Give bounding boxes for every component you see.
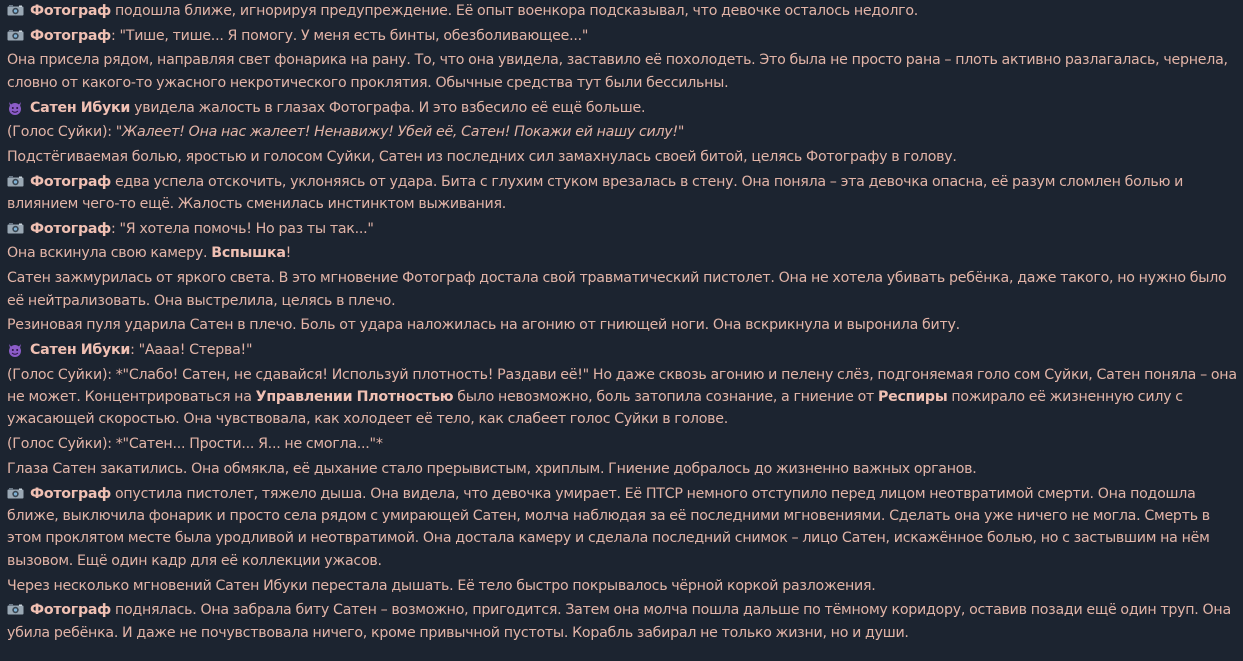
camera-icon (7, 175, 24, 187)
speech-text: "Жалеет! Она нас жалеет! Ненавижу! Убей её, Сатен! Покажи ей нашу силу!" (115, 124, 685, 141)
story-line (7, 97, 1243, 119)
line-text: Глаза Сатен закатились. Она обмякла, её дыхание стало прерывистым, хриплым. Гниение добралось до жизненно важных органов. (7, 460, 977, 477)
line-text: Она вскинула свою камеру. (7, 245, 212, 262)
line-text: Подстёгиваемая болью, яростью и голосом Суйки, Сатен из последних сил замахнулась своей битой, целясь Фотографу в голову. (7, 148, 957, 165)
line-text: опустила пистолет, тяжело дыша. Она видела, что девочка умирает. Её ПТСР немного отступило перед лицом неотвратимой смерти. Она подошла ближе, выключила фонарик и просто села рядом с умирающей Сатен, молча наблюдая за её последними мгновениями. Сделать она уже ничего не могла. Смерть в этом проклятом месте была уродливой и неотвратимой. Она достала камеру и сделала последний снимок – лицо Сатен, искажённое болью, но с застывшим на нём вызовом. Ещё один кадр для её коллекции ужасов. (7, 485, 1210, 569)
line-text: было невозможно, боль затопила сознание, а гниение от (453, 389, 878, 406)
story-line (7, 218, 1243, 240)
camera-icon (7, 487, 24, 499)
story-line (7, 364, 1243, 431)
story-line (7, 171, 1243, 216)
story-line (7, 575, 1243, 597)
story-line (7, 25, 1243, 47)
line-text: : (111, 220, 120, 237)
line-text: Она присела рядом, направляя свет фонарика на рану. То, что она увидела, заставило её похолодеть. Это была не просто рана – плоть активно разлагалась, чернела, словно от какого-то ужасного некротического проклятия. Обычные средства тут были бессильны. (7, 52, 1228, 91)
voice-prefix: (Голос Суйки): (7, 124, 116, 141)
bold-text: Управлении Плотностью (255, 389, 454, 406)
story-line (7, 339, 1243, 361)
speech-text: "Аааа! Стерва!" (138, 341, 253, 358)
speech-text: "Тише, тише... Я помогу. У меня есть бинты, обезболивающее..." (119, 27, 589, 44)
purple-devil-icon (7, 101, 24, 113)
speech-text: "Я хотела помочь! Но раз ты так..." (119, 220, 374, 237)
camera-icon (7, 4, 24, 16)
story-line (7, 433, 1243, 455)
line-text: (Голос Суйки): *"Сатен... Прости... Я... не смогла..."* (7, 436, 383, 453)
camera-icon (7, 222, 24, 234)
speaker-name: Сатен Ибуки (30, 341, 131, 358)
bold-text: Респиры (877, 389, 948, 406)
story-line (7, 121, 1243, 143)
line-text: едва успела отскочить, уклоняясь от удара. Бита с глухим стуком врезалась в стену. Она поняла – эта девочка опасна, её разум сломлен болью и влиянием чего-то ещё. Жалость сменилась инстинктом выживания. (7, 173, 1184, 213)
line-text: : (130, 341, 139, 358)
story-line (7, 483, 1243, 573)
camera-icon (7, 29, 24, 41)
line-text: (Голос Суйки): *"Слабо! Сатен, не сдавайся! Используй плотность! Раздави её!" Но даже сквозь агонию и пелену слёз, подгоняемая голо сом Суйки, Сатен поняла – она не может. Концентрироваться на (7, 366, 1237, 406)
story-line (7, 0, 1243, 22)
speaker-name: Сатен Ибуки (30, 99, 131, 116)
purple-devil-icon (7, 343, 24, 355)
line-text: пожирало её жизненную силу с ужасающей скоростью. Она чувствовала, как холодеет её тело, как слабеет голос Суйки в голове. (7, 389, 1183, 428)
story-line (7, 146, 1243, 168)
story-line (7, 314, 1243, 336)
line-text: Резиновая пуля ударила Сатен в плечо. Боль от удара наложилась на агонию от гниющей ноги. Она вскрикнула и выронила биту. (7, 317, 960, 334)
bold-text: Вспышка (211, 245, 286, 262)
speaker-name: Фотограф (30, 3, 112, 19)
story-line (7, 242, 1243, 264)
line-text: увидела жалость в глазах Фотографа. И это взбесило её ещё больше. (130, 99, 646, 116)
speaker-name: Фотограф (30, 485, 112, 502)
line-text: : (111, 27, 120, 44)
line-text: ! (285, 245, 292, 262)
line-text: Сатен зажмурилась от яркого света. В это мгновение Фотограф достала свой травматический пистолет. Она не хотела убивать ребёнка, даже такого, но нужно было её нейтрализовать. Она выстрелила, целясь в плечо. (7, 270, 1227, 309)
story-line (7, 267, 1243, 312)
line-text: подошла ближе, игнорируя предупреждение. Её опыт военкора подсказывал, что девочке осталось недолго. (111, 3, 919, 19)
line-text: поднялась. Она забрала биту Сатен – возможно, пригодится. Затем она молча пошла дальше по тёмному коридору, оставив позади ещё один труп. Она убила ребёнка. И даже не почувствовала ничего, кроме привычной пустоты. Корабль забирал не только жизни, но и души. (7, 602, 1231, 641)
speaker-name: Фотограф (30, 220, 112, 237)
story-line (7, 458, 1243, 480)
speaker-name: Фотограф (30, 602, 112, 619)
speaker-name: Фотограф (30, 173, 112, 190)
story-line (7, 49, 1243, 94)
story-line (7, 599, 1243, 644)
camera-icon (7, 603, 24, 615)
line-text: Через несколько мгновений Сатен Ибуки перестала дышать. Её тело быстро покрывалось чёрной коркой разложения. (7, 577, 876, 594)
speaker-name: Фотограф (30, 27, 112, 44)
